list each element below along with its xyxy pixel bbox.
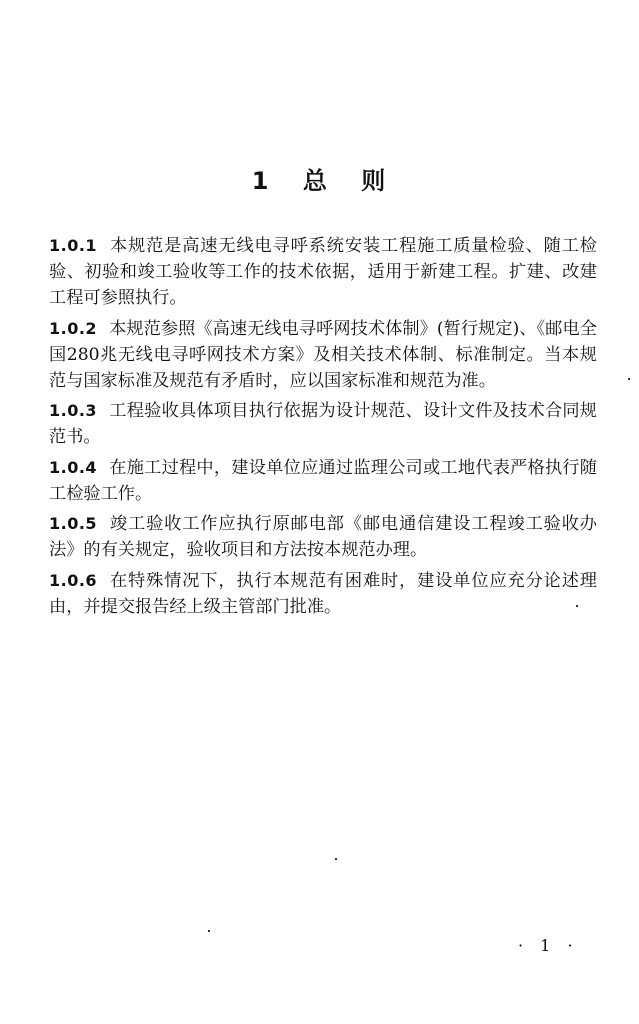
- clause-text: 在特殊情况下，执行本规范有困难时，建设单位应充分论述理由，并提交报告经上级主管部门批准。: [49, 570, 597, 617]
- scan-speck: [335, 858, 337, 860]
- clause-number: 1.0.4: [49, 457, 98, 477]
- clause-number: 1.0.6: [49, 570, 98, 590]
- clause-text: 本规范参照《高速无线电寻呼网技术体制》(暂行规定)、《邮电全国280兆无线电寻呼网技术方案》及相关技术体制、标准制定。当本规范与国家标准及规范有矛盾时，应以国家标准和规范为准。: [49, 318, 597, 391]
- clause-text: 工程验收具体项目执行依据为设计规范、设计文件及技术合同规范书。: [49, 401, 597, 447]
- page-number: · 1 ·: [518, 936, 579, 955]
- clause-1-0-4: [49, 455, 597, 507]
- clause-1-0-2: [49, 316, 597, 394]
- clause-1-0-5: [49, 511, 597, 563]
- scan-speck: [628, 378, 630, 380]
- clauses-section: [49, 233, 597, 624]
- chapter-title: 1 总 则: [251, 167, 388, 196]
- clause-number: 1.0.5: [49, 514, 98, 533]
- clause-number: 1.0.2: [49, 318, 98, 338]
- scan-speck: [208, 930, 210, 932]
- scan-speck: [576, 605, 578, 607]
- clause-1-0-6: [49, 568, 597, 620]
- clause-text: 本规范是高速无线电寻呼系统安装工程施工质量检验、随工检验、初验和竣工验收等工作的技术依据，适用于新建工程。扩建、改建工程可参照执行。: [49, 236, 597, 308]
- clause-number: 1.0.1: [49, 236, 98, 255]
- clause-number: 1.0.3: [49, 401, 98, 420]
- clause-1-0-1: [49, 233, 597, 311]
- clause-text: 在施工过程中，建设单位应通过监理公司或工地代表严格执行随工检验工作。: [49, 457, 597, 504]
- clause-text: 竣工验收工作应执行原邮电部《邮电通信建设工程竣工验收办法》的有关规定，验收项目和方法按本规范办理。: [49, 514, 597, 560]
- clause-1-0-3: [49, 398, 597, 450]
